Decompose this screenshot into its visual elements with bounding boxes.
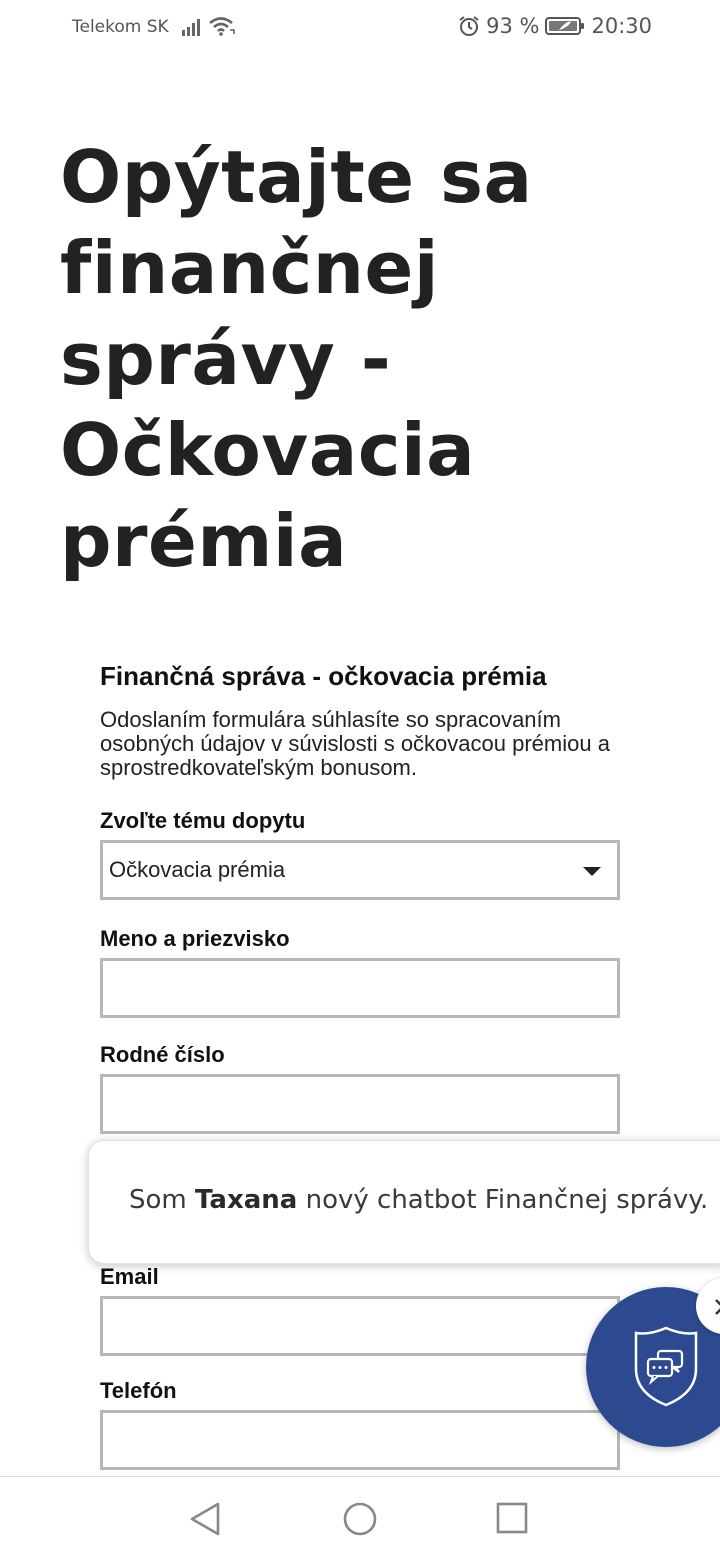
chatbot-message-prefix: Som <box>129 1185 187 1215</box>
close-icon <box>712 1296 720 1318</box>
birth-number-field-group <box>100 1042 620 1134</box>
clock: 20:30 <box>591 14 652 38</box>
phone-field-group <box>100 1378 620 1470</box>
topic-select-value: Očkovacia prémia <box>109 857 286 882</box>
form-title: Finančná správa - očkovacia prémia <box>100 661 547 691</box>
page-title: Opýtajte sa finančnej správy - Očkovacia prémia <box>60 135 533 583</box>
alarm-icon <box>458 15 480 37</box>
birth-number-label: Rodné číslo <box>100 1042 225 1067</box>
topic-field-group <box>100 808 620 900</box>
form-description: Odoslaním formulára súhlasíte so spracovaním osobných údajov v súvislosti s očkovacou prémiou a sprostredkovateľským bonusom. <box>100 707 610 780</box>
carrier-name: Telekom SK <box>72 17 169 37</box>
wifi-icon <box>208 15 236 37</box>
name-label: Meno a priezvisko <box>100 926 290 951</box>
phone-input[interactable] <box>100 1410 620 1470</box>
battery-icon <box>545 16 585 36</box>
back-icon[interactable] <box>188 1501 222 1537</box>
signal-icon <box>182 18 204 36</box>
chatbot-message-suffix: nový chatbot Finančnej správy. <box>305 1185 709 1215</box>
name-input[interactable] <box>100 958 620 1018</box>
topic-select[interactable] <box>100 840 620 900</box>
battery-percent: 93 % <box>486 14 540 38</box>
chatbot-popup[interactable] <box>88 1140 720 1264</box>
topic-label: Zvoľte tému dopytu <box>100 808 306 833</box>
name-field-group <box>100 926 620 1018</box>
recents-icon[interactable] <box>496 1501 528 1535</box>
birth-number-input[interactable] <box>100 1074 620 1134</box>
chatbot-message <box>129 1185 708 1215</box>
chatbot-name: Taxana <box>195 1185 298 1215</box>
chevron-down-icon <box>583 867 601 876</box>
phone-label: Telefón <box>100 1378 177 1403</box>
chat-shield-icon <box>632 1325 700 1409</box>
home-icon[interactable] <box>342 1501 378 1537</box>
system-nav-bar <box>0 1476 720 1560</box>
email-field-group <box>100 1264 620 1356</box>
email-input[interactable] <box>100 1296 620 1356</box>
status-bar <box>0 0 720 56</box>
email-label: Email <box>100 1264 159 1289</box>
status-right <box>458 14 652 38</box>
